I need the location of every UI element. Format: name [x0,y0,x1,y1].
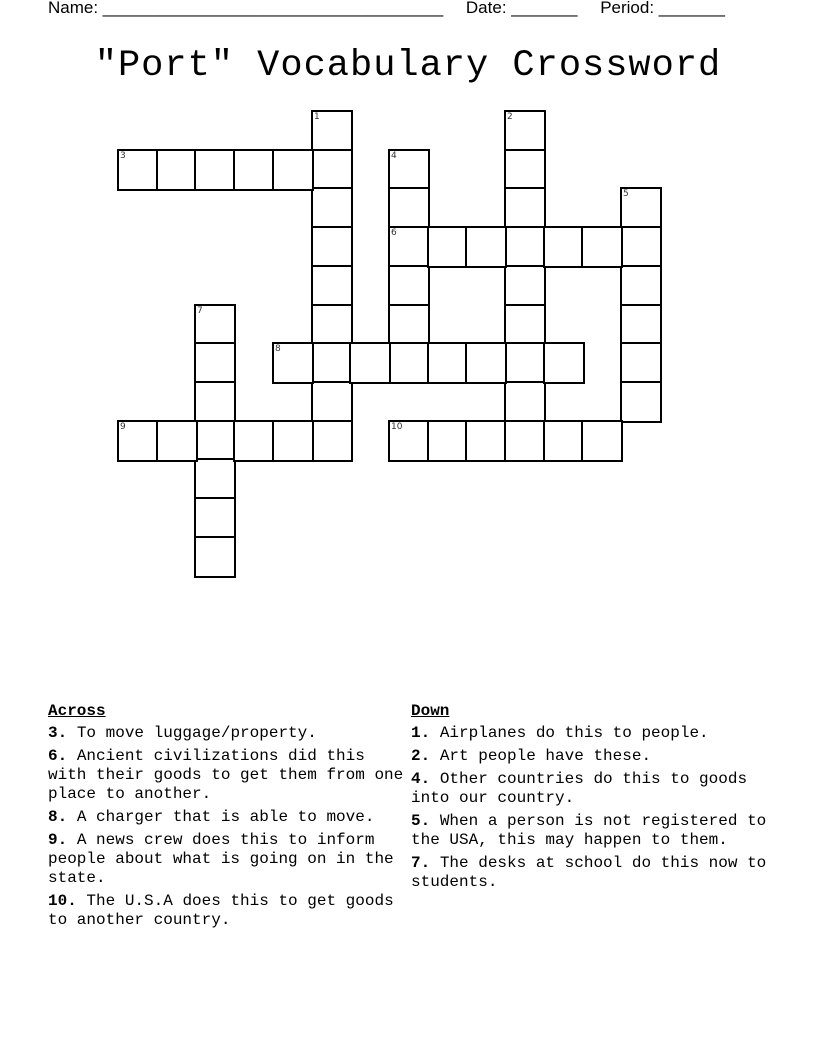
clue-down-1: 1. Airplanes do this to people. [411,724,709,742]
clue-across-3: 3. To move luggage/property. [48,724,317,742]
crossword-cell[interactable] [311,265,353,307]
crossword-cell[interactable] [117,420,159,462]
clue-number: 6 [391,228,397,238]
crossword-cell[interactable] [620,226,662,268]
crossword-cell[interactable] [194,342,236,384]
crossword-cell[interactable] [311,420,353,462]
clue-number: 4 [391,151,397,161]
crossword-cell[interactable] [504,149,546,191]
crossword-cell[interactable] [543,420,585,462]
crossword-cell[interactable] [620,381,662,423]
clue-across-6: 6. Ancient civilizations did this with their goods to get them from one place to another. [48,747,404,803]
crossword-cell[interactable] [272,149,314,191]
crossword-cell[interactable] [465,342,507,384]
crossword-cell[interactable] [194,420,236,462]
clue-number: 2 [507,112,513,122]
down-clues [411,702,781,896]
crossword-cell[interactable] [620,265,662,307]
crossword-cell[interactable] [233,420,275,462]
clue-down-4: 4. Other countries do this to goods into our country. [411,770,748,807]
crossword-cell[interactable] [194,458,236,500]
clue-down-2: 2. Art people have these. [411,747,652,765]
crossword-cell[interactable] [388,187,430,229]
crossword-cell[interactable] [427,226,469,268]
across-clues [48,702,408,934]
crossword-cell[interactable] [349,342,391,384]
crossword-cell[interactable] [311,187,353,229]
date-field[interactable]: Date: _______ [465,0,578,17]
name-field[interactable]: Name: ____________________________________ [48,0,444,17]
crossword-cell[interactable] [504,342,546,384]
crossword-cell[interactable] [543,226,585,268]
clue-across-9: 9. A news crew does this to inform people about what is going on in the state. [48,831,394,887]
crossword-cell[interactable] [465,420,507,462]
crossword-cell[interactable] [465,226,507,268]
crossword-cell[interactable] [311,342,353,384]
crossword-cell[interactable] [388,149,430,191]
crossword-cell[interactable] [117,149,159,191]
clue-down-7: 7. The desks at school do this now to students. [411,854,767,891]
clue-number: 8 [275,344,281,354]
crossword-cell[interactable] [543,342,585,384]
crossword-cell[interactable] [504,187,546,229]
crossword-cell[interactable] [504,265,546,307]
clue-across-8: 8. A charger that is able to move. [48,808,375,826]
crossword-cell[interactable] [581,226,623,268]
crossword-cell[interactable] [504,381,546,423]
crossword-cell[interactable] [427,420,469,462]
period-field[interactable]: Period: _______ [600,0,725,17]
crossword-cell[interactable] [311,226,353,268]
crossword-cell[interactable] [388,226,430,268]
clue-number: 5 [623,189,629,199]
clue-across-10: 10. The U.S.A does this to get goods to another country. [48,892,394,929]
crossword-cell[interactable] [620,187,662,229]
crossword-cell[interactable] [504,110,546,152]
down-heading: Down [411,702,450,720]
clue-number: 7 [197,306,203,316]
clue-down-5: 5. When a person is not registered to the USA, this may happen to them. [411,812,767,849]
clue-number: 1 [314,112,320,122]
across-heading: Across [48,702,106,720]
crossword-cell[interactable] [272,420,314,462]
crossword-cell[interactable] [194,381,236,423]
crossword-cell[interactable] [311,110,353,152]
crossword-cell[interactable] [427,342,469,384]
crossword-cell[interactable] [620,342,662,384]
crossword-cell[interactable] [233,149,275,191]
crossword-cell[interactable] [388,265,430,307]
crossword-cell[interactable] [388,304,430,346]
crossword-cell[interactable] [581,420,623,462]
crossword-cell[interactable] [504,420,546,462]
page-title: "Port" Vocabulary Crossword [94,45,722,87]
crossword-cell[interactable] [156,420,198,462]
crossword-cell[interactable] [194,149,236,191]
crossword-cell[interactable] [194,536,236,578]
clue-number: 9 [120,422,126,432]
crossword-cell[interactable] [311,381,353,423]
crossword-cell[interactable] [504,304,546,346]
crossword-cell[interactable] [388,342,430,384]
crossword-cell[interactable] [388,420,430,462]
crossword-cell[interactable] [194,304,236,346]
crossword-cell[interactable] [194,497,236,539]
crossword-cell[interactable] [504,226,546,268]
crossword-cell[interactable] [620,304,662,346]
clue-number: 10 [391,422,403,432]
crossword-cell[interactable] [156,149,198,191]
crossword-cell[interactable] [311,149,353,191]
crossword-cell[interactable] [272,342,314,384]
crossword-cell[interactable] [311,304,353,346]
clue-number: 3 [120,151,126,161]
